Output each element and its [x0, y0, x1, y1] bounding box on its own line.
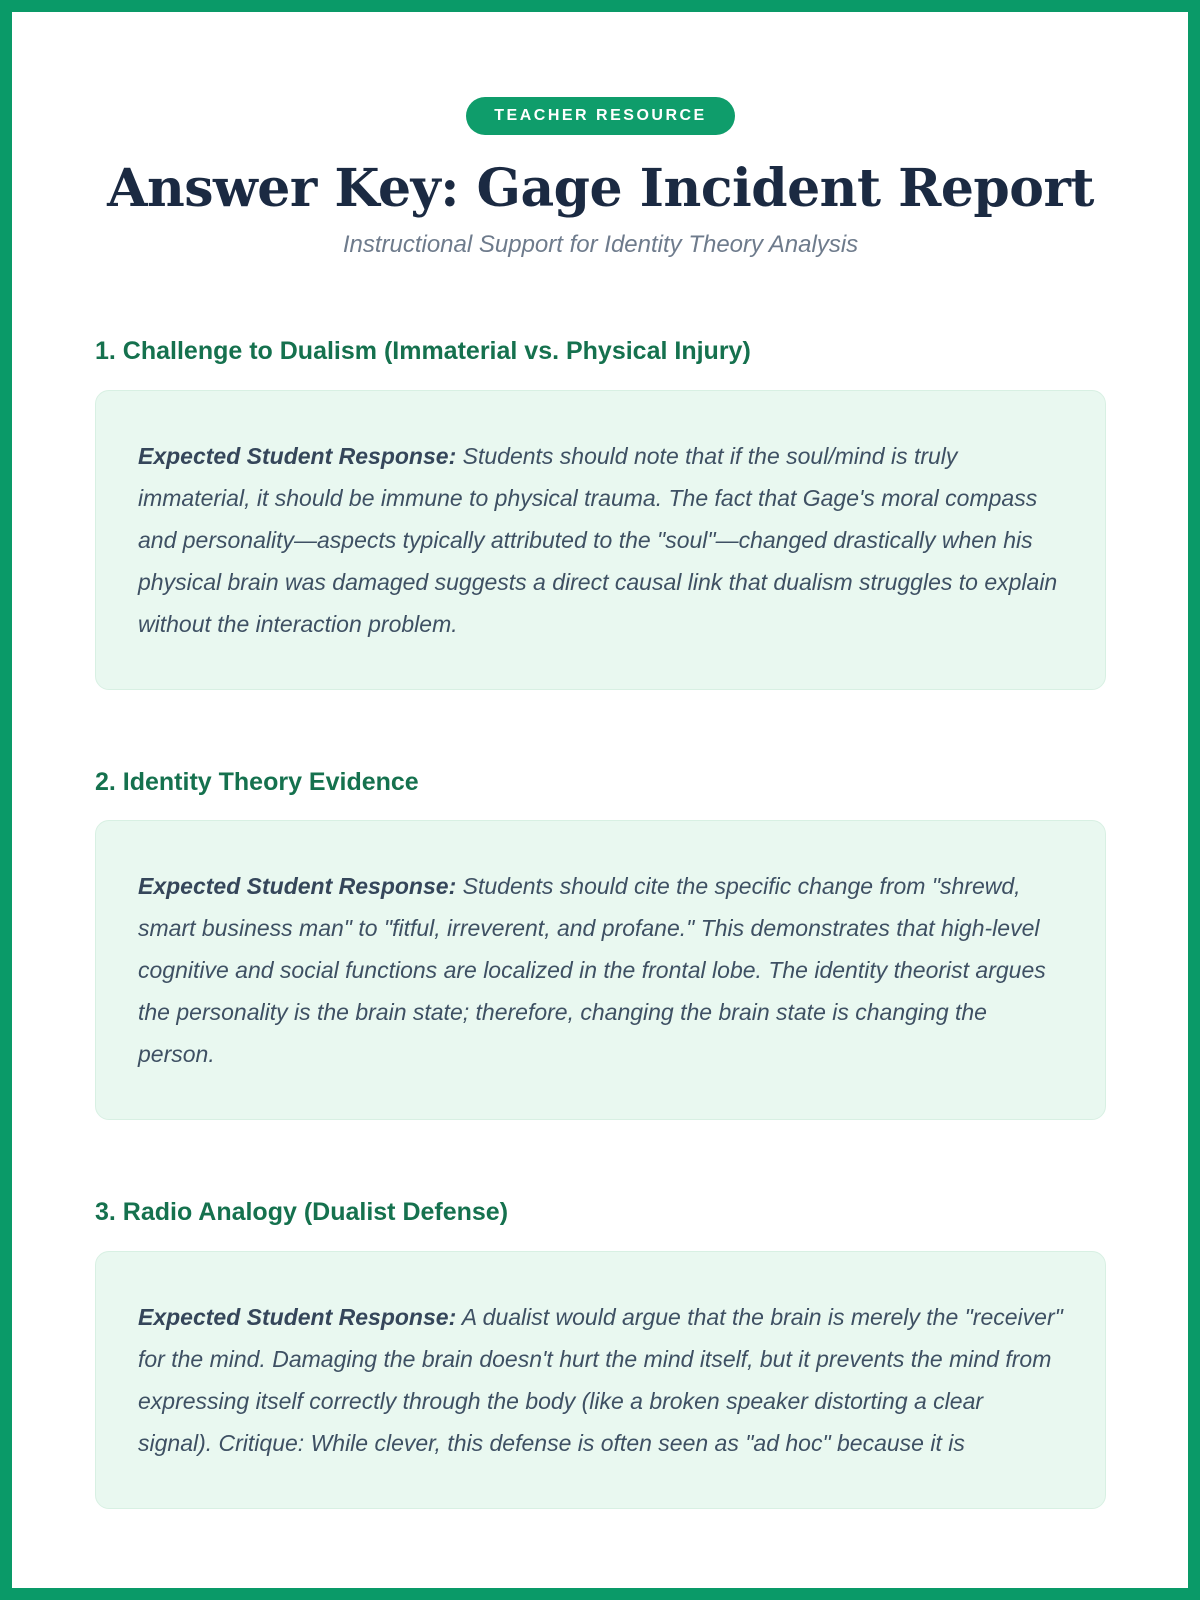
section-heading-1: 1. Challenge to Dualism (Immaterial vs. Physical Injury) [95, 336, 751, 365]
expected-response-text: Students should cite the specific change from "shrewd, smart business man" to "fitful, irreverent, and profane." This demonstrates that high-level cognitive and social functions are localized in the frontal lobe. The identity theorist argues the personality is the brain state; therefore, changing the brain state is changing the person. [138, 873, 1046, 1068]
expected-response-label: Expected Student Response: [138, 1304, 457, 1331]
expected-response-text: Students should note that if the soul/mind is truly immaterial, it should be immune to physical trauma. The fact that Gage's moral compass and personality—aspects typically attributed to the "soul"—changed drastically when his physical brain was damaged suggests a direct causal link that dualism struggles to explain without the interaction problem. [138, 442, 1058, 637]
answer-box-3 [95, 1251, 1106, 1509]
expected-response-label: Expected Student Response: [138, 442, 457, 469]
section-heading-3: 3. Radio Analogy (Dualist Defense) [95, 1198, 509, 1227]
section-heading-2: 2. Identity Theory Evidence [95, 767, 419, 796]
expected-response-text: A dualist would argue that the brain is merely the "receiver" for the mind. Damaging the brain doesn't hurt the mind itself, but it prevents the mind from expressing itself correctly through the body (like a broken speaker distorting a clear signal). Critique: While clever, this defense is often seen as "ad hoc" because it is [138, 1304, 1063, 1457]
expected-response-label: Expected Student Response: [138, 873, 457, 900]
teacher-resource-badge: TEACHER RESOURCE [466, 97, 734, 135]
badge-row [95, 97, 1106, 135]
document-content [12, 12, 1188, 1509]
page-subtitle: Instructional Support for Identity Theory Analysis [342, 230, 859, 258]
answer-box-2 [95, 820, 1106, 1120]
answer-box-1 [95, 390, 1106, 690]
page-title: Answer Key: Gage Incident Report [107, 158, 1094, 219]
